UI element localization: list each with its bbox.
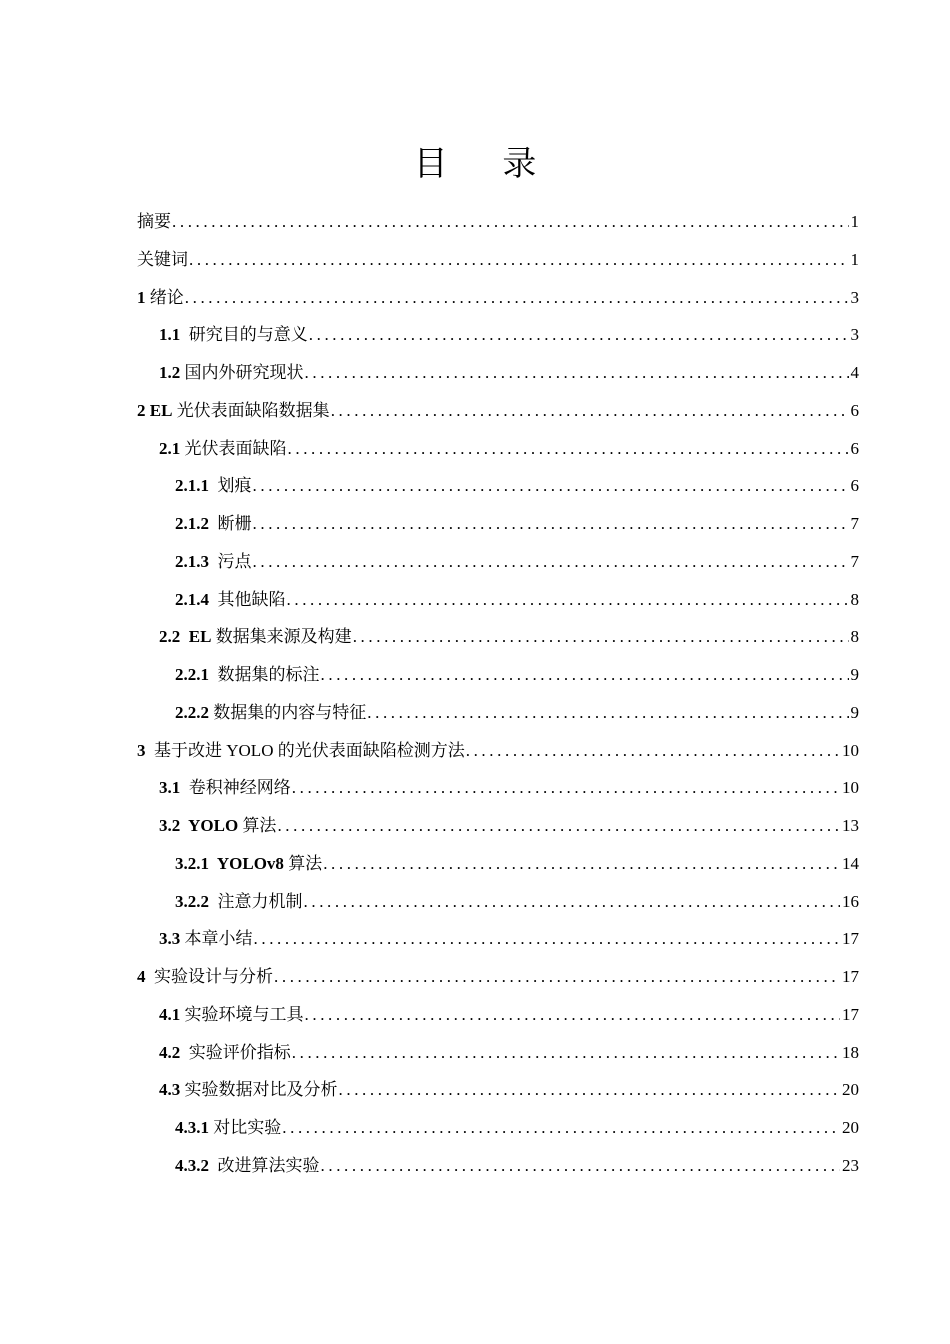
toc-entry-page-number: 17: [842, 1004, 859, 1024]
toc-entry-number: 3.1: [159, 778, 181, 798]
toc-entry-text: 算法: [238, 816, 277, 835]
dot-leader: [253, 543, 849, 581]
toc-entry-page-number: 7: [850, 551, 859, 571]
toc-entry-text: 摘要: [137, 212, 171, 231]
toc-entry[interactable]: [137, 543, 859, 581]
toc-entry-number: 2.2.1: [175, 665, 209, 684]
dot-leader: [321, 1147, 841, 1185]
toc-entry-label: [159, 807, 276, 845]
toc-entry-label: [175, 581, 286, 619]
dot-leader: [282, 1109, 840, 1147]
toc-entry-label: [159, 430, 287, 468]
toc-entry[interactable]: [137, 883, 859, 921]
toc-entry[interactable]: [137, 694, 859, 732]
toc-entry-label: [159, 354, 304, 392]
toc-entry-label: [137, 958, 273, 996]
toc-entry-text: 卷积神经网络: [180, 778, 291, 798]
toc-entry-text: 基于改进 YOLO 的光伏表面缺陷检测方法: [145, 740, 465, 760]
toc-entry-page-number: 1: [850, 212, 859, 231]
toc-entry-label: [159, 920, 253, 958]
toc-entry-page-number: 1: [850, 249, 859, 269]
toc-entry-text: 断栅: [209, 514, 252, 533]
dot-leader: [288, 430, 849, 468]
toc-entry-label: [137, 732, 465, 770]
toc-entry-label: [137, 392, 330, 430]
table-of-contents: [137, 203, 859, 1185]
toc-entry-text: 其他缺陷: [209, 589, 286, 609]
toc-entry-text: 绪论: [145, 287, 184, 307]
toc-entry-page-number: 20: [842, 1080, 859, 1100]
toc-entry-number: 4.3.2: [175, 1155, 209, 1175]
toc-entry[interactable]: [137, 845, 859, 883]
dot-leader: [292, 769, 840, 807]
toc-entry-label: [137, 279, 184, 317]
toc-entry-text: 光伏表面缺陷数据集: [172, 400, 330, 420]
dot-leader: [292, 1034, 840, 1072]
toc-entry-page-number: 18: [842, 1042, 859, 1062]
toc-entry-number: 2 EL: [137, 400, 173, 420]
toc-entry[interactable]: [137, 618, 859, 656]
toc-entry[interactable]: [137, 769, 859, 807]
toc-entry[interactable]: [137, 203, 859, 241]
toc-entry-text: 对比实验: [209, 1118, 282, 1137]
toc-entry[interactable]: [137, 505, 859, 543]
toc-entry[interactable]: [137, 392, 859, 430]
toc-entry[interactable]: [137, 996, 859, 1034]
toc-entry-label: [159, 1034, 291, 1072]
toc-entry-label: [175, 694, 366, 732]
toc-entry[interactable]: [137, 958, 859, 996]
toc-entry[interactable]: [137, 354, 859, 392]
dot-leader: [305, 354, 849, 392]
toc-entry[interactable]: [137, 732, 859, 770]
toc-entry-number: 2.2.2: [175, 702, 209, 722]
toc-entry-page-number: 6: [850, 400, 859, 420]
toc-entry-text: 算法: [283, 853, 323, 873]
toc-entry[interactable]: [137, 807, 859, 845]
toc-entry-page-number: 4: [850, 363, 859, 382]
toc-entry-page-number: 8: [850, 627, 859, 647]
toc-entry-label: [175, 505, 252, 543]
toc-entry[interactable]: [137, 241, 859, 279]
toc-entry-text: 实验数据对比及分析: [180, 1080, 338, 1100]
toc-entry[interactable]: [137, 656, 859, 694]
toc-entry-page-number: 20: [842, 1118, 859, 1137]
toc-entry-text: 实验评价指标: [180, 1042, 291, 1062]
toc-entry-number: 1.1: [159, 325, 181, 345]
dot-leader: [254, 920, 841, 958]
toc-entry-text: 研究目的与意义: [180, 325, 308, 345]
dot-leader: [172, 203, 849, 241]
toc-entry-number: 2.2 EL: [159, 627, 212, 647]
dot-leader: [331, 392, 849, 430]
toc-entry-text: 本章小结: [180, 929, 253, 949]
toc-entry-page-number: 3: [850, 287, 859, 307]
toc-entry-page-number: 17: [842, 929, 859, 949]
toc-entry[interactable]: [137, 430, 859, 468]
toc-entry-number: 1: [137, 287, 146, 307]
toc-entry-text: 数据集的标注: [209, 665, 320, 684]
toc-entry-number: 1.2: [159, 363, 181, 382]
toc-entry-page-number: 13: [842, 816, 859, 835]
toc-entry-label: [175, 845, 322, 883]
dot-leader: [185, 279, 849, 317]
dot-leader: [353, 618, 849, 656]
toc-entry[interactable]: [137, 1034, 859, 1072]
toc-entry-label: [175, 467, 252, 505]
dot-leader: [367, 694, 848, 732]
toc-entry-page-number: 10: [842, 740, 859, 760]
toc-entry-number: 4.3: [159, 1080, 181, 1100]
toc-entry-number: 2.1.3: [175, 551, 209, 571]
toc-entry-page-number: 14: [842, 853, 859, 873]
toc-entry-text: 关键词: [137, 249, 188, 269]
toc-entry-page-number: 10: [842, 778, 859, 798]
toc-entry-label: [175, 883, 303, 921]
toc-entry-text: 国内外研究现状: [180, 363, 304, 382]
toc-entry-label: [159, 618, 352, 656]
toc-entry-label: [137, 203, 171, 241]
toc-entry-text: 改进算法实验: [209, 1155, 320, 1175]
dot-leader: [253, 505, 849, 543]
toc-entry-page-number: 9: [850, 702, 859, 722]
toc-entry-label: [175, 1147, 320, 1185]
toc-entry-text: 数据集来源及构建: [211, 627, 352, 647]
dot-leader: [189, 241, 849, 279]
toc-entry[interactable]: [137, 467, 859, 505]
dot-leader: [466, 732, 840, 770]
toc-entry-text: 注意力机制: [209, 891, 303, 911]
toc-entry-label: [159, 769, 291, 807]
toc-entry-number: 4: [137, 967, 146, 986]
toc-entry-label: [175, 656, 320, 694]
toc-entry-number: 3.2.2: [175, 891, 209, 911]
toc-entry-page-number: 6: [850, 438, 859, 458]
toc-entry-number: 3.2.1 YOLOv8: [175, 853, 284, 873]
dot-leader: [305, 996, 841, 1034]
toc-entry-label: [175, 543, 252, 581]
toc-entry-text: 划痕: [209, 476, 252, 496]
dot-leader: [309, 316, 849, 354]
toc-entry-page-number: 8: [850, 589, 859, 609]
toc-entry-text: 污点: [209, 551, 252, 571]
toc-entry-page-number: 6: [850, 476, 859, 496]
toc-entry-page-number: 16: [842, 891, 859, 911]
toc-entry-number: 2.1.2: [175, 514, 209, 533]
toc-entry-text: 实验环境与工具: [180, 1004, 304, 1024]
toc-entry[interactable]: [137, 316, 859, 354]
toc-entry-page-number: 9: [850, 665, 859, 684]
toc-entry-number: 2.1.4: [175, 589, 209, 609]
toc-entry-page-number: 3: [850, 325, 859, 345]
toc-entry-text: 光伏表面缺陷: [180, 438, 287, 458]
toc-entry-page-number: 7: [850, 514, 859, 533]
dot-leader: [339, 1071, 841, 1109]
dot-leader: [304, 883, 841, 921]
toc-entry[interactable]: [137, 279, 859, 317]
toc-entry-number: 3.2 YOLO: [159, 816, 239, 835]
toc-entry-label: [137, 241, 188, 279]
dot-leader: [277, 807, 840, 845]
toc-entry-text: 实验设计与分析: [145, 967, 273, 986]
toc-entry[interactable]: [137, 1109, 859, 1147]
toc-entry-label: [159, 316, 308, 354]
dot-leader: [323, 845, 840, 883]
dot-leader: [274, 958, 840, 996]
toc-entry[interactable]: [137, 1147, 859, 1185]
toc-entry-number: 4.2: [159, 1042, 181, 1062]
toc-entry-label: [175, 1109, 281, 1147]
page-title: 目 录: [413, 144, 559, 184]
toc-entry[interactable]: [137, 1071, 859, 1109]
dot-leader: [321, 656, 849, 694]
toc-entry-number: 4.1: [159, 1004, 181, 1024]
toc-entry-text: 数据集的内容与特征: [209, 702, 367, 722]
toc-entry-number: 2.1: [159, 438, 181, 458]
toc-entry[interactable]: [137, 920, 859, 958]
toc-entry-number: 3: [137, 740, 146, 760]
toc-entry-label: [159, 1071, 338, 1109]
toc-entry-number: 4.3.1: [175, 1118, 209, 1137]
toc-entry[interactable]: [137, 581, 859, 619]
dot-leader: [287, 581, 849, 619]
toc-entry-label: [159, 996, 304, 1034]
toc-entry-page-number: 17: [842, 967, 859, 986]
toc-entry-number: 2.1.1: [175, 476, 209, 496]
toc-entry-page-number: 23: [842, 1155, 859, 1175]
toc-entry-number: 3.3: [159, 929, 181, 949]
dot-leader: [253, 467, 849, 505]
